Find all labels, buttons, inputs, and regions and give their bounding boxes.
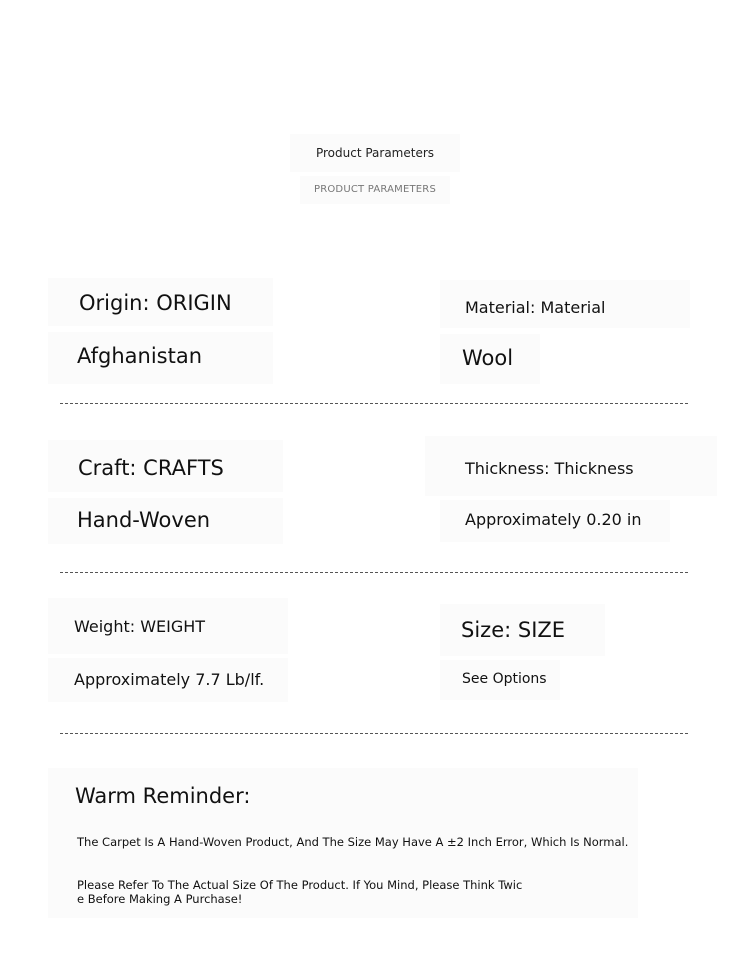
craft-value: Hand-Woven (77, 508, 211, 532)
craft-label: Craft: CRAFTS (78, 456, 224, 480)
origin-value: Afghanistan (77, 344, 203, 368)
origin-label: Origin: ORIGIN (79, 291, 232, 315)
size-label: Size: SIZE (461, 618, 566, 642)
material-label: Material: Material (465, 298, 606, 317)
weight-value: Approximately 7.7 Lb/lf. (74, 670, 265, 689)
divider (60, 733, 688, 734)
reminder-line-3: e Before Making A Purchase! (77, 892, 243, 906)
weight-label: Weight: WEIGHT (74, 617, 206, 636)
reminder-line-1: The Carpet Is A Hand-Woven Product, And The Size May Have A ±2 Inch Error, Which Is Normal. (77, 835, 629, 849)
material-value: Wool (462, 346, 514, 370)
divider (60, 403, 688, 404)
section-title: Product Parameters (290, 134, 460, 172)
size-value: See Options (462, 671, 547, 687)
divider (60, 572, 688, 573)
reminder-title: Warm Reminder: (75, 784, 251, 808)
thickness-value: Approximately 0.20 in (465, 510, 642, 529)
section-subtitle: PRODUCT PARAMETERS (300, 176, 450, 204)
thickness-label: Thickness: Thickness (465, 459, 634, 478)
reminder-line-2: Please Refer To The Actual Size Of The Product. If You Mind, Please Think Twic (77, 878, 523, 892)
